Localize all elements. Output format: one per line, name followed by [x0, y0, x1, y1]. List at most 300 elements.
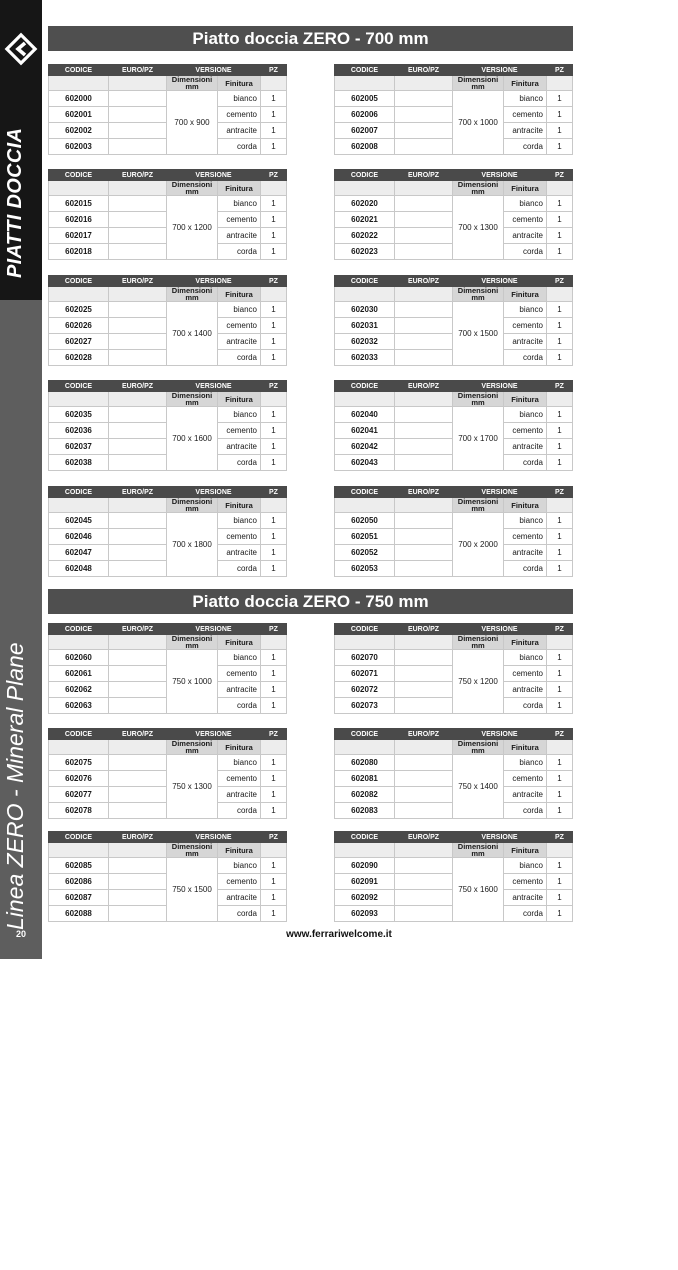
- pieces-value: 1: [547, 787, 573, 803]
- finish-value: antracite: [218, 682, 261, 698]
- table-subheader: [49, 76, 287, 91]
- finish-value: antracite: [504, 682, 547, 698]
- price-cell: [109, 139, 167, 155]
- product-code: 602001: [49, 107, 109, 123]
- header-euro: EURO/PZ: [109, 832, 167, 843]
- finish-value: antracite: [504, 787, 547, 803]
- pieces-value: 1: [261, 212, 287, 228]
- dimension-value: 700 x 1500: [453, 302, 504, 366]
- dimension-value: 700 x 1800: [167, 513, 218, 577]
- subheader-dimensioni: Dimensioni mm: [453, 76, 504, 91]
- pieces-value: 1: [261, 455, 287, 471]
- product-code: 602030: [335, 302, 395, 318]
- pieces-value: 1: [261, 423, 287, 439]
- product-code: 602048: [49, 561, 109, 577]
- header-euro: EURO/PZ: [109, 729, 167, 740]
- price-cell: [109, 682, 167, 698]
- product-table: [48, 486, 287, 577]
- product-code: 602073: [335, 698, 395, 714]
- price-cell: [109, 439, 167, 455]
- pieces-value: 1: [547, 228, 573, 244]
- product-table: [334, 64, 573, 155]
- subheader-finitura: Finitura: [504, 76, 547, 91]
- table-subheader: [49, 635, 287, 650]
- pieces-value: 1: [261, 698, 287, 714]
- finish-value: bianco: [504, 302, 547, 318]
- table-row: [335, 302, 573, 318]
- table-subheader: [335, 76, 573, 91]
- header-pz: PZ: [547, 487, 573, 498]
- product-code: 602063: [49, 698, 109, 714]
- price-cell: [109, 107, 167, 123]
- dimension-value: 750 x 1500: [167, 858, 218, 922]
- price-cell: [109, 91, 167, 107]
- pieces-value: 1: [261, 228, 287, 244]
- product-code: 602015: [49, 196, 109, 212]
- product-code: 602092: [335, 890, 395, 906]
- header-versione: VERSIONE: [453, 65, 547, 76]
- pieces-value: 1: [547, 545, 573, 561]
- product-code: 602088: [49, 906, 109, 922]
- subheader-dimensioni: Dimensioni mm: [453, 181, 504, 196]
- subheader-dimensioni: Dimensioni mm: [453, 843, 504, 858]
- pieces-value: 1: [547, 91, 573, 107]
- finish-value: bianco: [218, 302, 261, 318]
- header-pz: PZ: [547, 624, 573, 635]
- table-row: [49, 513, 287, 529]
- price-cell: [395, 561, 453, 577]
- price-cell: [395, 107, 453, 123]
- product-code: 602046: [49, 529, 109, 545]
- price-cell: [395, 874, 453, 890]
- table-subheader: [49, 181, 287, 196]
- product-code: 602042: [335, 439, 395, 455]
- product-code: 602050: [335, 513, 395, 529]
- dimension-value: 700 x 900: [167, 91, 218, 155]
- price-cell: [109, 123, 167, 139]
- product-code: 602006: [335, 107, 395, 123]
- header-versione: VERSIONE: [453, 170, 547, 181]
- price-cell: [395, 139, 453, 155]
- price-cell: [395, 755, 453, 771]
- pieces-value: 1: [261, 123, 287, 139]
- pieces-value: 1: [261, 350, 287, 366]
- pieces-value: 1: [547, 698, 573, 714]
- finish-value: antracite: [504, 890, 547, 906]
- product-code: 602032: [335, 334, 395, 350]
- pieces-value: 1: [547, 212, 573, 228]
- header-versione: VERSIONE: [453, 624, 547, 635]
- header-pz: PZ: [261, 276, 287, 287]
- subheader-finitura: Finitura: [218, 181, 261, 196]
- product-code: 602028: [49, 350, 109, 366]
- header-versione: VERSIONE: [167, 729, 261, 740]
- finish-value: antracite: [218, 334, 261, 350]
- pieces-value: 1: [261, 803, 287, 819]
- header-euro: EURO/PZ: [109, 487, 167, 498]
- table-row: [49, 650, 287, 666]
- price-cell: [395, 771, 453, 787]
- product-code: 602027: [49, 334, 109, 350]
- pieces-value: 1: [261, 874, 287, 890]
- pieces-value: 1: [547, 874, 573, 890]
- subheader-finitura: Finitura: [218, 740, 261, 755]
- product-table: [334, 380, 573, 471]
- price-cell: [109, 874, 167, 890]
- product-code: 602051: [335, 529, 395, 545]
- subheader-finitura: Finitura: [218, 635, 261, 650]
- price-cell: [109, 545, 167, 561]
- product-code: 602082: [335, 787, 395, 803]
- product-code: 602062: [49, 682, 109, 698]
- price-cell: [109, 407, 167, 423]
- finish-value: bianco: [504, 91, 547, 107]
- table-row: [335, 196, 573, 212]
- product-code: 602037: [49, 439, 109, 455]
- finish-value: bianco: [218, 650, 261, 666]
- table-row: [335, 513, 573, 529]
- product-code: 602052: [335, 545, 395, 561]
- header-codice: CODICE: [335, 624, 395, 635]
- finish-value: cemento: [218, 107, 261, 123]
- dimension-value: 700 x 1600: [167, 407, 218, 471]
- dimension-value: 700 x 1000: [453, 91, 504, 155]
- product-code: 602078: [49, 803, 109, 819]
- price-cell: [109, 423, 167, 439]
- table-subheader: [335, 392, 573, 407]
- header-pz: PZ: [261, 170, 287, 181]
- header-codice: CODICE: [49, 276, 109, 287]
- header-pz: PZ: [547, 65, 573, 76]
- finish-value: antracite: [218, 439, 261, 455]
- pieces-value: 1: [261, 107, 287, 123]
- brand-logo-icon: [4, 32, 38, 66]
- pieces-value: 1: [261, 196, 287, 212]
- price-cell: [395, 529, 453, 545]
- product-code: 602008: [335, 139, 395, 155]
- table-subheader: [49, 392, 287, 407]
- product-table: [334, 831, 573, 922]
- header-versione: VERSIONE: [453, 487, 547, 498]
- header-pz: PZ: [261, 487, 287, 498]
- subheader-dimensioni: Dimensioni mm: [167, 392, 218, 407]
- header-versione: VERSIONE: [167, 624, 261, 635]
- dimension-value: 750 x 1600: [453, 858, 504, 922]
- table-header: [335, 729, 573, 740]
- header-euro: EURO/PZ: [395, 729, 453, 740]
- price-cell: [109, 561, 167, 577]
- price-cell: [109, 529, 167, 545]
- header-codice: CODICE: [335, 729, 395, 740]
- dimension-value: 700 x 2000: [453, 513, 504, 577]
- finish-value: cemento: [218, 666, 261, 682]
- subheader-dimensioni: Dimensioni mm: [453, 287, 504, 302]
- finish-value: bianco: [218, 513, 261, 529]
- section-title-750: Piatto doccia ZERO - 750 mm: [48, 589, 573, 614]
- pieces-value: 1: [261, 666, 287, 682]
- header-pz: PZ: [261, 65, 287, 76]
- subheader-finitura: Finitura: [218, 843, 261, 858]
- price-cell: [395, 334, 453, 350]
- finish-value: bianco: [218, 91, 261, 107]
- product-code: 602018: [49, 244, 109, 260]
- finish-value: cemento: [504, 212, 547, 228]
- price-cell: [395, 228, 453, 244]
- header-codice: CODICE: [49, 170, 109, 181]
- price-cell: [109, 350, 167, 366]
- header-versione: VERSIONE: [167, 832, 261, 843]
- price-cell: [109, 771, 167, 787]
- product-code: 602017: [49, 228, 109, 244]
- finish-value: corda: [218, 906, 261, 922]
- pieces-value: 1: [547, 334, 573, 350]
- subheader-finitura: Finitura: [504, 843, 547, 858]
- header-versione: VERSIONE: [167, 170, 261, 181]
- header-codice: CODICE: [49, 487, 109, 498]
- pieces-value: 1: [547, 529, 573, 545]
- subheader-dimensioni: Dimensioni mm: [453, 498, 504, 513]
- product-code: 602070: [335, 650, 395, 666]
- pieces-value: 1: [261, 139, 287, 155]
- finish-value: corda: [218, 244, 261, 260]
- section-title-700: Piatto doccia ZERO - 700 mm: [48, 26, 573, 51]
- price-cell: [395, 545, 453, 561]
- table-subheader: [335, 287, 573, 302]
- price-cell: [395, 698, 453, 714]
- product-table: [334, 486, 573, 577]
- product-code: 602045: [49, 513, 109, 529]
- pieces-value: 1: [547, 439, 573, 455]
- price-cell: [109, 890, 167, 906]
- product-code: 602085: [49, 858, 109, 874]
- table-subheader: [335, 498, 573, 513]
- pieces-value: 1: [261, 545, 287, 561]
- subheader-dimensioni: Dimensioni mm: [167, 287, 218, 302]
- price-cell: [395, 350, 453, 366]
- price-cell: [109, 196, 167, 212]
- table-header: [49, 487, 287, 498]
- finish-value: cemento: [218, 318, 261, 334]
- product-code: 602036: [49, 423, 109, 439]
- price-cell: [395, 407, 453, 423]
- finish-value: bianco: [218, 407, 261, 423]
- finish-value: antracite: [504, 228, 547, 244]
- table-row: [335, 407, 573, 423]
- pieces-value: 1: [547, 139, 573, 155]
- pieces-value: 1: [261, 334, 287, 350]
- finish-value: corda: [218, 455, 261, 471]
- price-cell: [109, 787, 167, 803]
- pieces-value: 1: [261, 650, 287, 666]
- pieces-value: 1: [261, 91, 287, 107]
- price-cell: [395, 666, 453, 682]
- header-pz: PZ: [261, 832, 287, 843]
- header-codice: CODICE: [335, 832, 395, 843]
- header-pz: PZ: [261, 729, 287, 740]
- product-code: 602083: [335, 803, 395, 819]
- price-cell: [395, 123, 453, 139]
- finish-value: antracite: [504, 439, 547, 455]
- pieces-value: 1: [261, 513, 287, 529]
- finish-value: bianco: [218, 196, 261, 212]
- finish-value: corda: [504, 350, 547, 366]
- finish-value: cemento: [504, 423, 547, 439]
- finish-value: corda: [504, 455, 547, 471]
- table-header: [49, 65, 287, 76]
- product-code: 602041: [335, 423, 395, 439]
- finish-value: bianco: [504, 858, 547, 874]
- header-euro: EURO/PZ: [109, 170, 167, 181]
- header-codice: CODICE: [49, 381, 109, 392]
- pieces-value: 1: [261, 771, 287, 787]
- table-row: [335, 650, 573, 666]
- table-header: [335, 381, 573, 392]
- product-code: 602025: [49, 302, 109, 318]
- product-table: [334, 275, 573, 366]
- header-codice: CODICE: [49, 832, 109, 843]
- price-cell: [395, 244, 453, 260]
- pieces-value: 1: [547, 123, 573, 139]
- finish-value: cemento: [218, 212, 261, 228]
- header-codice: CODICE: [49, 65, 109, 76]
- product-code: 602091: [335, 874, 395, 890]
- price-cell: [395, 513, 453, 529]
- sidebar-category-block: [0, 0, 42, 300]
- price-cell: [395, 650, 453, 666]
- table-subheader: [49, 843, 287, 858]
- dimension-value: 700 x 1200: [167, 196, 218, 260]
- finish-value: cemento: [504, 529, 547, 545]
- product-code: 602031: [335, 318, 395, 334]
- price-cell: [109, 334, 167, 350]
- header-euro: EURO/PZ: [395, 276, 453, 287]
- product-code: 602040: [335, 407, 395, 423]
- finish-value: corda: [504, 906, 547, 922]
- table-subheader: [335, 740, 573, 755]
- finish-value: corda: [218, 803, 261, 819]
- subheader-finitura: Finitura: [218, 498, 261, 513]
- finish-value: cemento: [504, 771, 547, 787]
- sidebar-line-label: Linea ZERO - Mineral Plane: [2, 642, 28, 930]
- subheader-dimensioni: Dimensioni mm: [167, 740, 218, 755]
- header-versione: VERSIONE: [453, 381, 547, 392]
- product-table: [48, 169, 287, 260]
- finish-value: bianco: [504, 196, 547, 212]
- price-cell: [109, 650, 167, 666]
- finish-value: bianco: [504, 407, 547, 423]
- finish-value: corda: [504, 139, 547, 155]
- subheader-dimensioni: Dimensioni mm: [167, 76, 218, 91]
- pieces-value: 1: [547, 513, 573, 529]
- header-versione: VERSIONE: [453, 832, 547, 843]
- pieces-value: 1: [547, 561, 573, 577]
- table-subheader: [49, 740, 287, 755]
- pieces-value: 1: [547, 755, 573, 771]
- pieces-value: 1: [547, 890, 573, 906]
- product-code: 602071: [335, 666, 395, 682]
- product-code: 602072: [335, 682, 395, 698]
- table-header: [49, 832, 287, 843]
- price-cell: [109, 666, 167, 682]
- finish-value: antracite: [218, 890, 261, 906]
- price-cell: [395, 423, 453, 439]
- finish-value: cemento: [218, 529, 261, 545]
- finish-value: corda: [218, 698, 261, 714]
- finish-value: corda: [504, 561, 547, 577]
- table-row: [49, 858, 287, 874]
- product-code: 602000: [49, 91, 109, 107]
- finish-value: bianco: [504, 755, 547, 771]
- pieces-value: 1: [261, 890, 287, 906]
- sidebar: [0, 0, 42, 959]
- finish-value: corda: [218, 561, 261, 577]
- pieces-value: 1: [547, 107, 573, 123]
- price-cell: [395, 455, 453, 471]
- finish-value: cemento: [504, 874, 547, 890]
- finish-value: antracite: [218, 545, 261, 561]
- pieces-value: 1: [261, 244, 287, 260]
- subheader-finitura: Finitura: [218, 287, 261, 302]
- product-code: 602053: [335, 561, 395, 577]
- finish-value: antracite: [218, 228, 261, 244]
- pieces-value: 1: [261, 755, 287, 771]
- pieces-value: 1: [547, 682, 573, 698]
- product-code: 602022: [335, 228, 395, 244]
- finish-value: corda: [218, 350, 261, 366]
- pieces-value: 1: [261, 302, 287, 318]
- subheader-finitura: Finitura: [504, 498, 547, 513]
- header-pz: PZ: [547, 729, 573, 740]
- sidebar-category-label: PIATTI DOCCIA: [4, 127, 26, 278]
- product-code: 602035: [49, 407, 109, 423]
- price-cell: [395, 906, 453, 922]
- finish-value: bianco: [218, 858, 261, 874]
- header-codice: CODICE: [49, 729, 109, 740]
- pieces-value: 1: [547, 666, 573, 682]
- finish-value: corda: [504, 244, 547, 260]
- product-code: 602076: [49, 771, 109, 787]
- header-codice: CODICE: [335, 170, 395, 181]
- header-euro: EURO/PZ: [395, 170, 453, 181]
- pieces-value: 1: [261, 407, 287, 423]
- pieces-value: 1: [261, 858, 287, 874]
- product-code: 602016: [49, 212, 109, 228]
- subheader-finitura: Finitura: [504, 181, 547, 196]
- header-codice: CODICE: [49, 624, 109, 635]
- product-table: [48, 728, 287, 819]
- product-code: 602043: [335, 455, 395, 471]
- product-code: 602033: [335, 350, 395, 366]
- pieces-value: 1: [547, 196, 573, 212]
- subheader-finitura: Finitura: [504, 287, 547, 302]
- table-row: [335, 91, 573, 107]
- table-subheader: [49, 287, 287, 302]
- pieces-value: 1: [261, 529, 287, 545]
- pieces-value: 1: [547, 858, 573, 874]
- finish-value: corda: [504, 698, 547, 714]
- subheader-finitura: Finitura: [504, 635, 547, 650]
- product-code: 602026: [49, 318, 109, 334]
- price-cell: [395, 787, 453, 803]
- price-cell: [109, 803, 167, 819]
- header-codice: CODICE: [335, 276, 395, 287]
- product-code: 602060: [49, 650, 109, 666]
- product-code: 602086: [49, 874, 109, 890]
- header-pz: PZ: [261, 624, 287, 635]
- header-euro: EURO/PZ: [395, 624, 453, 635]
- finish-value: bianco: [218, 755, 261, 771]
- footer-url[interactable]: www.ferrariwelcome.it: [286, 929, 392, 940]
